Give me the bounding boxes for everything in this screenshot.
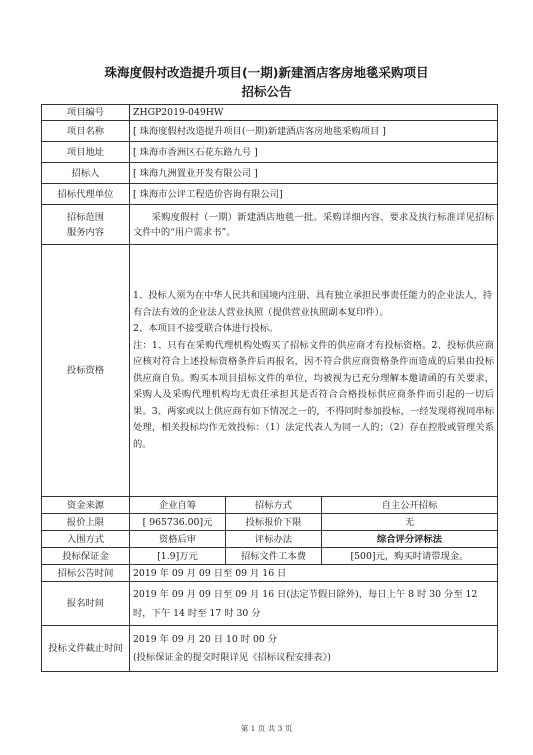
label-register-time: 报名时间 [42, 582, 130, 626]
value-tender-method: 自主公开招标 [322, 497, 498, 514]
value-project-name: [ 珠海度假村改造提升项目(一期)新建酒店客房地毯采购项目 ] [130, 121, 498, 142]
value-scope: 采购度假村（一期）新建酒店地毯一批。采购详细内容、要求及执行标准详见招标文件中的“用户需求书”。 [130, 205, 498, 245]
label-announce-time: 招标公告时间 [42, 565, 130, 582]
qualification-note: 注：1、只有在采购代理机构处购买了招标文件的供应商才有投标资格。2、投标供应商应核对符合上述投标资格条件后再报名，因不符合供应商资格条件而造成的后果由投标供应商自负。购买本项目招标文件的单位，均被视为已充分理解本邀请函的有关要求，采购人及采购代理机构均无责任承担其是否符合合格投标供应商条件而引起的一切后果。3、两家或以上供应商有如下情况之一的，不得同时参加投标，一经发现将视同串标处理，相关投标均作无效投标：（1）法定代表人为同一人的；（2）存在控股或管理关系的。 [133, 339, 495, 450]
announcement-table [41, 104, 498, 672]
label-deadline: 投标文件截止时间 [42, 626, 130, 672]
value-qualification [130, 245, 498, 497]
deadline-time: 2019 年 09 月 20 日 10 时 00 分 [133, 633, 278, 645]
table-row [42, 245, 498, 497]
deadline-note: (投标保证金的提交时限详见《招标议程安排表》) [133, 651, 331, 663]
qualification-para-1: 1、投标人须为在中华人民共和国境内注册、具有独立承担民事责任能力的企业法人，持有合法有效的企业法人营业执照（提供营业执照副本复印件）。 [133, 290, 493, 318]
value-deposit: [1.9]万元 [130, 548, 226, 565]
label-price-limit: 报价上限 [42, 514, 130, 531]
value-price-floor: 无 [322, 514, 498, 531]
value-document-fee: [500]元，购买时请带现金。 [322, 548, 498, 565]
table-row [42, 163, 498, 184]
value-project-address: [ 珠海市香洲区石花东路九号 ] [130, 142, 498, 163]
label-project-no: 项目编号 [42, 105, 130, 121]
value-qualify-method: 资格后审 [130, 531, 226, 548]
label-deposit: 投标保证金 [42, 548, 130, 565]
value-register-time: 2019 年 09 月 09 日至 09 月 16 日(法定节假日除外)，每日上午 8 时 30 分至 12 时，下午 14 时至 17 时 30 分 [130, 582, 498, 626]
page-footer: 第 1 页 共 3 页 [240, 724, 293, 733]
table-row [42, 514, 498, 531]
table-row [42, 121, 498, 142]
label-evaluation-method: 评标办法 [226, 531, 322, 548]
label-qualification: 投标资格 [42, 245, 130, 497]
table-row [42, 582, 498, 626]
value-announce-time: 2019 年 09 月 09 日至 09 月 16 日 [130, 565, 498, 582]
label-scope-line2: 服务内容 [66, 226, 105, 238]
table-row [42, 205, 498, 245]
label-price-floor: 投标报价下限 [226, 514, 322, 531]
table-row [42, 105, 498, 121]
value-funding: 企业自筹 [130, 497, 226, 514]
value-evaluation-method: 综合评分评标法 [322, 531, 498, 548]
label-scope-line1: 招标范围 [66, 211, 105, 223]
label-tender-method: 招标方式 [226, 497, 322, 514]
label-scope [42, 205, 130, 245]
value-deadline [130, 626, 498, 672]
table-row [42, 626, 498, 672]
label-tenderer: 招标人 [42, 163, 130, 184]
label-funding: 资金来源 [42, 497, 130, 514]
table-row [42, 184, 498, 205]
value-tenderer: [ 珠海九洲置业开发有限公司 ] [130, 163, 498, 184]
label-document-fee: 招标文件工本费 [226, 548, 322, 565]
document-title-line2: 招标公告 [241, 84, 292, 99]
table-row [42, 142, 498, 163]
qualification-para-2: 2、本项目不接受联合体进行投标。 [133, 323, 279, 334]
table-row [42, 531, 498, 548]
table-row [42, 565, 498, 582]
label-project-name: 项目名称 [42, 121, 130, 142]
value-price-limit: [ 965736.00]元 [130, 514, 226, 531]
table-row [42, 548, 498, 565]
label-agency: 招标代理单位 [42, 184, 130, 205]
label-qualify-method: 入围方式 [42, 531, 130, 548]
value-agency: [ 珠海市公评工程造价咨询有限公司] [130, 184, 498, 205]
table-row [42, 497, 498, 514]
label-project-address: 项目地址 [42, 142, 130, 163]
value-project-no: ZHGP2019-049HW [130, 105, 498, 121]
document-title-line1: 珠海度假村改造提升项目(一期)新建酒店客房地毯采购项目 [104, 65, 429, 80]
